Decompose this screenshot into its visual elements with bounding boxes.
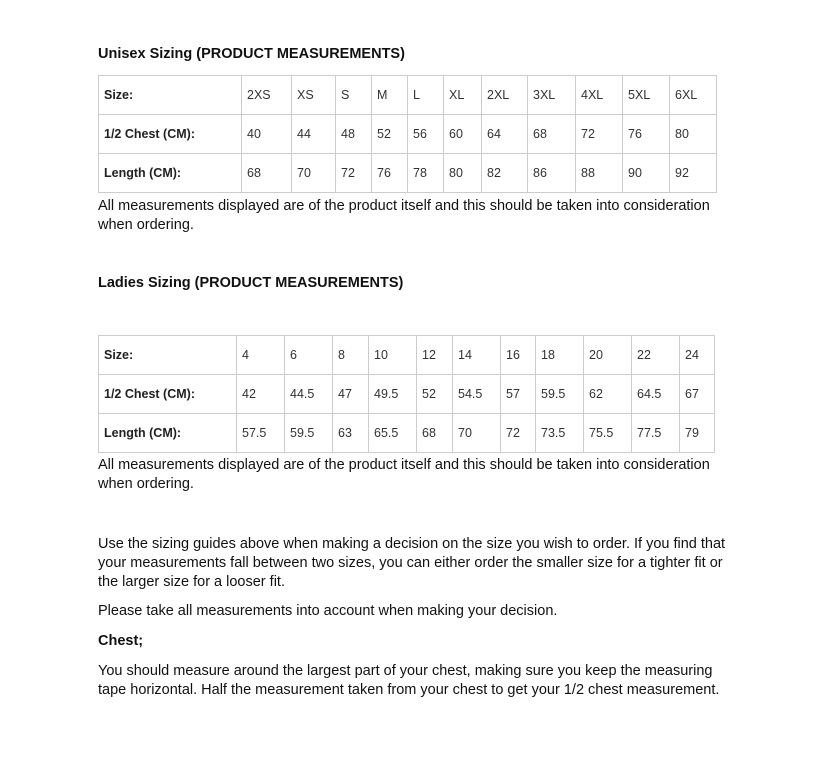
- table-cell: 62: [584, 375, 632, 414]
- table-row: [99, 115, 717, 154]
- table-cell: XS: [292, 76, 336, 115]
- table-cell: 59.5: [536, 375, 584, 414]
- table-cell: 44.5: [285, 375, 333, 414]
- table-cell: 73.5: [536, 414, 584, 453]
- unisex-measurement-note: All measurements displayed are of the product itself and this should be taken into consideration when ordering.: [98, 198, 710, 233]
- table-cell: M: [372, 76, 408, 115]
- table-cell: 57.5: [237, 414, 285, 453]
- table-cell: 6: [285, 336, 333, 375]
- table-cell: 4XL: [576, 76, 623, 115]
- row-label: Size:: [99, 76, 242, 115]
- table-cell: 64.5: [632, 375, 680, 414]
- table-cell: 44: [292, 115, 336, 154]
- table-cell: 59.5: [285, 414, 333, 453]
- table-cell: 16: [501, 336, 536, 375]
- table-cell: L: [408, 76, 444, 115]
- table-cell: 70: [453, 414, 501, 453]
- unisex-size-table: [98, 75, 717, 193]
- table-cell: 88: [576, 154, 623, 193]
- row-label: 1/2 Chest (CM):: [99, 375, 237, 414]
- unisex-sizing-heading: Unisex Sizing (PRODUCT MEASUREMENTS): [98, 46, 405, 62]
- table-cell: 8: [333, 336, 369, 375]
- table-cell: 79: [680, 414, 715, 453]
- table-cell: 77.5: [632, 414, 680, 453]
- table-row: [99, 414, 715, 453]
- table-cell: 54.5: [453, 375, 501, 414]
- row-label: 1/2 Chest (CM):: [99, 115, 242, 154]
- table-cell: 75.5: [584, 414, 632, 453]
- table-cell: 92: [670, 154, 717, 193]
- table-cell: 63: [333, 414, 369, 453]
- table-cell: 68: [417, 414, 453, 453]
- table-cell: 70: [292, 154, 336, 193]
- table-cell: 52: [372, 115, 408, 154]
- table-cell: 76: [623, 115, 670, 154]
- row-label: Length (CM):: [99, 154, 242, 193]
- table-row: [99, 76, 717, 115]
- chest-instructions: You should measure around the largest part of your chest, making sure you keep the measuring tape horizontal. Half the measurement taken from your chest to get your 1/2 chest measurement.: [98, 663, 720, 698]
- table-cell: 86: [528, 154, 576, 193]
- table-cell: 5XL: [623, 76, 670, 115]
- table-cell: 68: [528, 115, 576, 154]
- table-cell: 2XL: [482, 76, 528, 115]
- table-cell: 67: [680, 375, 715, 414]
- table-cell: 47: [333, 375, 369, 414]
- table-cell: 18: [536, 336, 584, 375]
- table-cell: 2XS: [242, 76, 292, 115]
- table-cell: 76: [372, 154, 408, 193]
- table-cell: 14: [453, 336, 501, 375]
- table-cell: 48: [336, 115, 372, 154]
- row-label: Length (CM):: [99, 414, 237, 453]
- table-cell: 72: [501, 414, 536, 453]
- table-cell: 80: [670, 115, 717, 154]
- sizing-guide-intro: Use the sizing guides above when making a decision on the size you wish to order. If you find that your measurements fall between two sizes, you can either order the smaller size for a tighter fit or the larger size for a looser fit.: [98, 536, 726, 590]
- table-cell: 4: [237, 336, 285, 375]
- table-cell: 22: [632, 336, 680, 375]
- table-cell: 6XL: [670, 76, 717, 115]
- table-cell: 65.5: [369, 414, 417, 453]
- table-cell: 49.5: [369, 375, 417, 414]
- table-cell: 24: [680, 336, 715, 375]
- table-row: [99, 375, 715, 414]
- unisex-table-body: [99, 76, 717, 193]
- table-cell: 64: [482, 115, 528, 154]
- table-cell: 56: [408, 115, 444, 154]
- chest-heading: Chest;: [98, 633, 144, 649]
- table-cell: 57: [501, 375, 536, 414]
- table-cell: 68: [242, 154, 292, 193]
- ladies-table-body: [99, 336, 715, 453]
- table-cell: 78: [408, 154, 444, 193]
- table-row: [99, 336, 715, 375]
- table-cell: 52: [417, 375, 453, 414]
- table-cell: S: [336, 76, 372, 115]
- table-cell: 10: [369, 336, 417, 375]
- table-cell: 20: [584, 336, 632, 375]
- table-cell: 60: [444, 115, 482, 154]
- table-cell: XL: [444, 76, 482, 115]
- table-cell: 82: [482, 154, 528, 193]
- table-cell: 42: [237, 375, 285, 414]
- table-cell: 80: [444, 154, 482, 193]
- table-cell: 90: [623, 154, 670, 193]
- table-cell: 72: [576, 115, 623, 154]
- table-cell: 40: [242, 115, 292, 154]
- row-label: Size:: [99, 336, 237, 375]
- ladies-sizing-heading: Ladies Sizing (PRODUCT MEASUREMENTS): [98, 275, 404, 291]
- table-row: [99, 154, 717, 193]
- table-cell: 3XL: [528, 76, 576, 115]
- ladies-size-table: [98, 335, 715, 453]
- table-cell: 12: [417, 336, 453, 375]
- sizing-guide-reminder: Please take all measurements into account when making your decision.: [98, 603, 558, 619]
- table-cell: 72: [336, 154, 372, 193]
- ladies-measurement-note: All measurements displayed are of the product itself and this should be taken into consideration when ordering.: [98, 457, 710, 492]
